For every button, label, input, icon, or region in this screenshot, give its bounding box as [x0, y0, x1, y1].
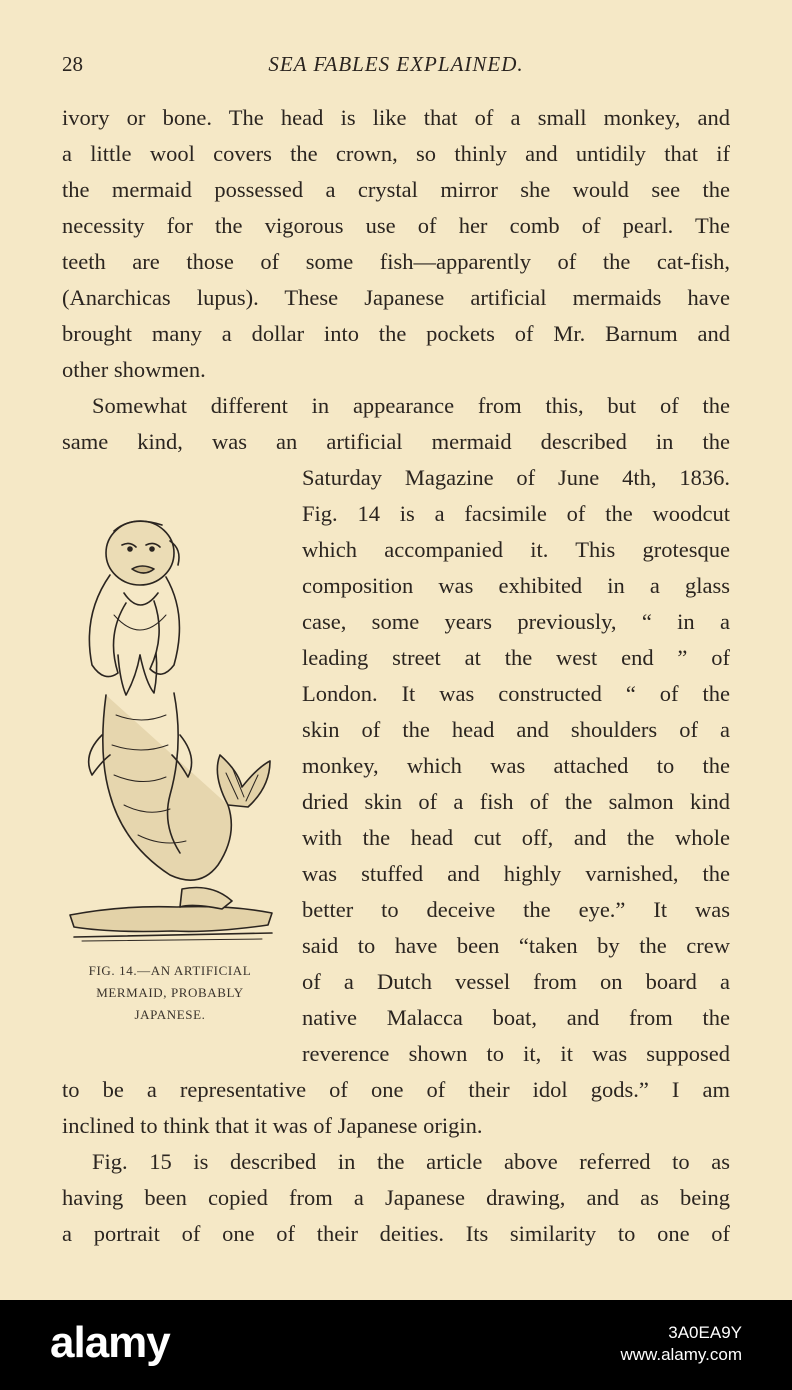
image-id: 3A0EA9Y — [668, 1323, 742, 1342]
text-line: with the head cut off, and the whole — [302, 825, 730, 850]
text-line: brought many a dollar into the pockets of Mr. Barnum and — [62, 321, 730, 346]
text-line: Fig. 14 is a facsimile of the woodcut — [302, 501, 730, 526]
text-line: case, some years previously, “ in a — [302, 609, 730, 634]
image-id-block — [620, 1322, 742, 1366]
text-line: native Malacca boat, and from the — [302, 1005, 730, 1030]
text-line: other showmen. — [62, 357, 206, 382]
figure-caption — [62, 960, 278, 1026]
text-line: inclined to think that it was of Japanese origin. — [62, 1113, 483, 1138]
text-line: (Anarchicas lupus). These Japanese artificial mermaids have — [62, 285, 730, 310]
text-line: which accompanied it. This grotesque — [302, 537, 730, 562]
text-line: was stuffed and highly varnished, the — [302, 861, 730, 886]
text-line: better to deceive the eye.” It was — [302, 897, 730, 922]
text-line: necessity for the vigorous use of her comb of pearl. The — [62, 213, 730, 238]
text-line: reverence shown to it, it was supposed — [302, 1041, 730, 1066]
caption-line: FIG. 14.—AN ARTIFICIAL — [88, 963, 252, 978]
text-line: Somewhat different in appearance from this, but of the — [92, 393, 730, 418]
text-line: composition was exhibited in a glass — [302, 573, 730, 598]
text-line: said to have been “taken by the crew — [302, 933, 730, 958]
text-line: to be a representative of one of their idol gods.” I am — [62, 1077, 730, 1102]
text-line: a little wool covers the crown, so thinly and untidily that if — [62, 141, 730, 166]
text-line: ivory or bone. The head is like that of a small monkey, and — [62, 105, 730, 130]
site-url: www.alamy.com — [620, 1345, 742, 1364]
text-line: London. It was constructed “ of the — [302, 681, 730, 706]
text-line: the mermaid possessed a crystal mirror she would see the — [62, 177, 730, 202]
caption-line: JAPANESE. — [134, 1007, 206, 1022]
text-line: skin of the head and shoulders of a — [302, 717, 730, 742]
text-line: teeth are those of some fish—apparently of the cat-fish, — [62, 249, 730, 274]
mermaid-woodcut-illustration — [62, 505, 292, 955]
running-title: SEA FABLES EXPLAINED. — [268, 52, 524, 76]
text-line: having been copied from a Japanese drawing, and as being — [62, 1185, 730, 1210]
caption-line: MERMAID, PROBABLY — [96, 985, 244, 1000]
text-line: same kind, was an artificial mermaid described in the — [62, 429, 730, 454]
running-head — [62, 52, 730, 82]
text-line: Fig. 15 is described in the article above referred to as — [92, 1149, 730, 1174]
text-line: dried skin of a fish of the salmon kind — [302, 789, 730, 814]
text-line: of a Dutch vessel from on board a — [302, 969, 730, 994]
page-number: 28 — [62, 52, 83, 76]
text-line: monkey, which was attached to the — [302, 753, 730, 778]
text-line: Saturday Magazine of June 4th, 1836. — [302, 465, 730, 490]
text-line: leading street at the west end ” of — [302, 645, 730, 670]
brand-logo: alamy — [50, 1318, 170, 1367]
text-line: a portrait of one of their deities. Its similarity to one of — [62, 1221, 730, 1246]
